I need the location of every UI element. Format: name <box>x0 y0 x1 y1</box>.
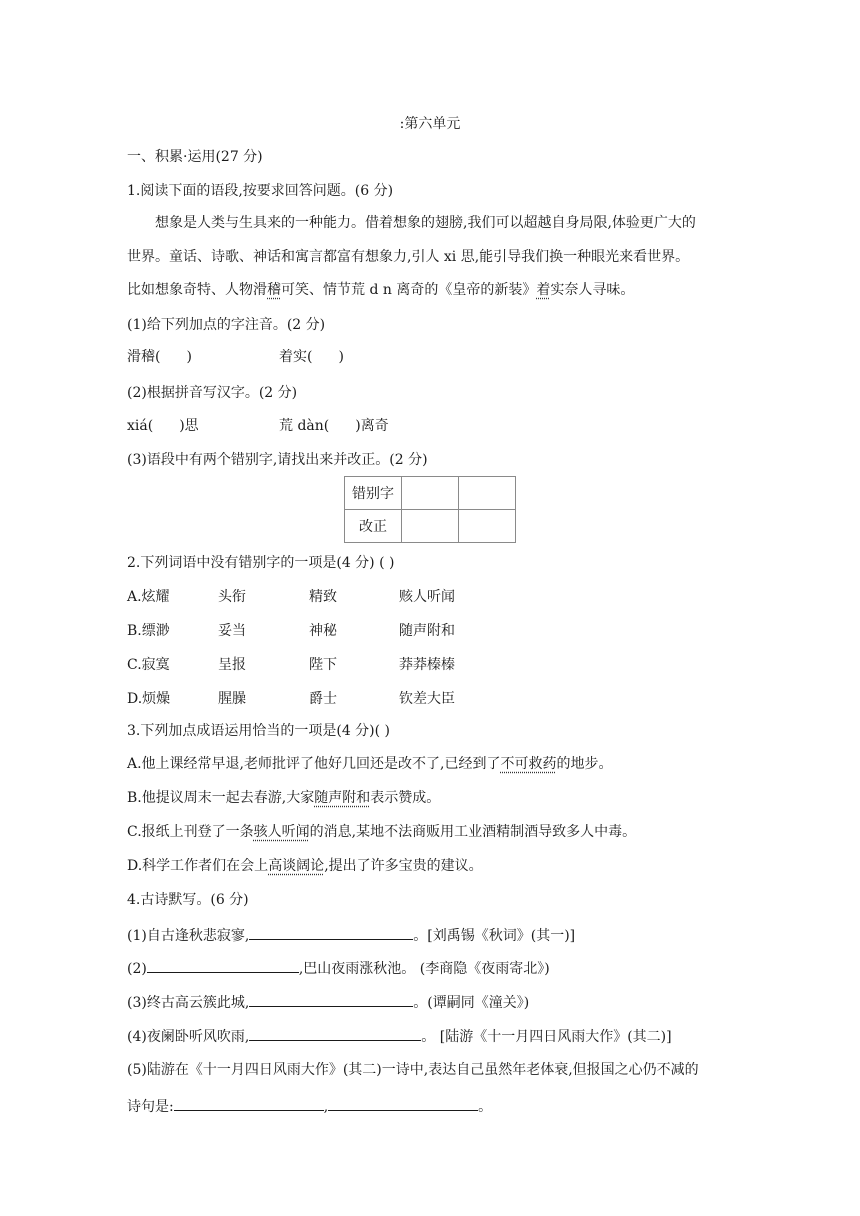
item-text: 滑稽( <box>127 349 161 365</box>
poem-line-3 <box>127 992 529 1013</box>
option-c[interactable] <box>127 822 636 842</box>
option-d[interactable] <box>127 856 483 876</box>
dotted-idiom: 不可救药 <box>500 756 557 772</box>
pinyin-item-2 <box>279 347 344 367</box>
pinyin-item-1 <box>127 347 192 367</box>
answer-blank[interactable] <box>174 1096 324 1111</box>
dotted-char: 稽 <box>267 282 281 298</box>
poem-text: 诗句是: <box>127 1099 174 1115</box>
option-word: 头衔 <box>218 589 246 605</box>
passage-line-1: 想象是人类与生具来的一种能力。借着想象的翅膀,我们可以超越自身局限,体验更广大的 <box>155 215 696 231</box>
option-word: 妥当 <box>218 623 246 639</box>
poem-text: (1)自古逢秋悲寂寥, <box>127 928 250 944</box>
option-text: D.科学工作者们在会上 <box>127 858 269 874</box>
item-text: ) <box>338 349 344 365</box>
option-label[interactable]: B.缥渺 <box>127 623 170 639</box>
section-heading: 一、积累·运用(27 分) <box>127 149 263 165</box>
poem-line-6 <box>127 1096 492 1117</box>
option-word: 精致 <box>309 589 337 605</box>
option-word: 爵士 <box>309 691 337 707</box>
poem-text: ,巴山夜雨涨秋池。 (李商隐《夜雨寄北》) <box>298 961 550 977</box>
poem-line-1 <box>127 925 575 946</box>
table-row <box>345 510 516 543</box>
subquestion-2: (2)根据拼音写汉字。(2 分) <box>127 385 298 401</box>
option-word: 随声附和 <box>399 623 455 639</box>
passage-line-3 <box>127 280 634 300</box>
poem-line-5: (5)陆游在《十一月四日风雨大作》(其二)一诗中,表达自己虽然年老体衰,但报国之心仍不减的 <box>127 1062 699 1078</box>
dotted-idiom: 随声附和 <box>314 790 371 806</box>
answer-cell[interactable] <box>459 510 516 543</box>
table-row <box>345 477 516 510</box>
passage-text: 可笑、情节荒 d n 离奇的《皇帝的新装》 <box>281 282 537 298</box>
poem-text: 。[刘禹锡《秋词》(其一)] <box>413 928 576 944</box>
poem-line-2 <box>127 958 550 979</box>
option-text: ,提出了许多宝贵的建议。 <box>324 858 483 874</box>
dotted-idiom: 高谈阔论 <box>268 858 325 874</box>
option-b[interactable] <box>127 788 440 808</box>
poem-line-4 <box>127 1026 672 1047</box>
table-header-cell: 改正 <box>345 510 402 543</box>
answer-cell[interactable] <box>402 510 459 543</box>
page-title: :第六单元 <box>399 116 461 132</box>
answer-blank[interactable] <box>328 1096 478 1111</box>
poem-text: (2) <box>127 961 147 977</box>
poem-text: (3)终古高云簇此城, <box>127 995 250 1011</box>
answer-blank[interactable] <box>249 992 413 1007</box>
subquestion-3: (3)语段中有两个错别字,请找出来并改正。(2 分) <box>127 452 428 468</box>
table-header-cell: 错别字 <box>345 477 402 510</box>
option-word: 神秘 <box>309 623 337 639</box>
answer-cell[interactable] <box>459 477 516 510</box>
option-word: 钦差大臣 <box>399 691 455 707</box>
option-word: 赅人听闻 <box>399 589 455 605</box>
option-text: 的地步。 <box>556 756 613 772</box>
option-label[interactable]: D.烦燥 <box>127 691 171 707</box>
passage-text: 比如想象奇特、人物滑 <box>127 282 267 298</box>
item-text: 荒 dàn( <box>279 418 330 434</box>
question-4-stem: 4.古诗默写。(6 分) <box>127 892 249 908</box>
passage-text: 实奈人寻味。 <box>550 282 635 298</box>
option-text: A.他上课经常早退,老师批评了他好几回还是改不了,已经到了 <box>127 756 501 772</box>
question-3-stem: 3.下列加点成语运用恰当的一项是(4 分)( ) <box>127 723 391 739</box>
item-text: 着实( <box>279 349 313 365</box>
answer-blank[interactable] <box>249 925 413 940</box>
answer-cell[interactable] <box>402 477 459 510</box>
option-text: B.他提议周末一起去春游,大家 <box>127 790 315 806</box>
hanzi-item-2 <box>279 416 389 436</box>
poem-text: 。(谭嗣同《潼关》) <box>413 995 530 1011</box>
item-text: xiá( <box>127 418 154 434</box>
passage-line-2: 世界。童话、诗歌、神话和寓言都富有想象力,引人 xi 思,能引导我们换一种眼光来看世界。 <box>127 249 690 265</box>
poem-text: 。 [陆游《十一月四日风雨大作》(其二)] <box>421 1029 672 1045</box>
option-word: 呈报 <box>218 657 246 673</box>
item-text: )离奇 <box>355 418 389 434</box>
dotted-idiom: 骇人听闻 <box>253 824 310 840</box>
item-text: ) <box>186 349 192 365</box>
option-label[interactable]: C.寂寞 <box>127 657 170 673</box>
option-text: C.报纸上刊登了一条 <box>127 824 254 840</box>
question-1-stem: 1.阅读下面的语段,按要求回答问题。(6 分) <box>127 183 394 199</box>
answer-blank[interactable] <box>147 958 299 973</box>
option-label[interactable]: A.炫耀 <box>127 589 170 605</box>
option-word: 腥臊 <box>218 691 246 707</box>
item-text: )思 <box>179 418 199 434</box>
option-text: 的消息,某地不法商贩用工业酒精制酒导致多人中毒。 <box>309 824 637 840</box>
option-text: 表示赞成。 <box>370 790 441 806</box>
option-word: 莽莽榛榛 <box>399 657 455 673</box>
dotted-char: 着 <box>536 282 551 298</box>
question-2-stem: 2.下列词语中没有错别字的一项是(4 分) ( ) <box>127 555 395 571</box>
correction-table <box>344 476 516 543</box>
poem-text: 。 <box>478 1099 493 1115</box>
poem-text: , <box>323 1099 329 1115</box>
subquestion-1: (1)给下列加点的字注音。(2 分) <box>127 317 326 333</box>
option-word: 陛下 <box>309 657 337 673</box>
option-a[interactable] <box>127 754 612 774</box>
hanzi-item-1 <box>127 416 199 436</box>
poem-text: (4)夜阑卧听风吹雨, <box>127 1029 250 1045</box>
answer-blank[interactable] <box>249 1026 421 1041</box>
